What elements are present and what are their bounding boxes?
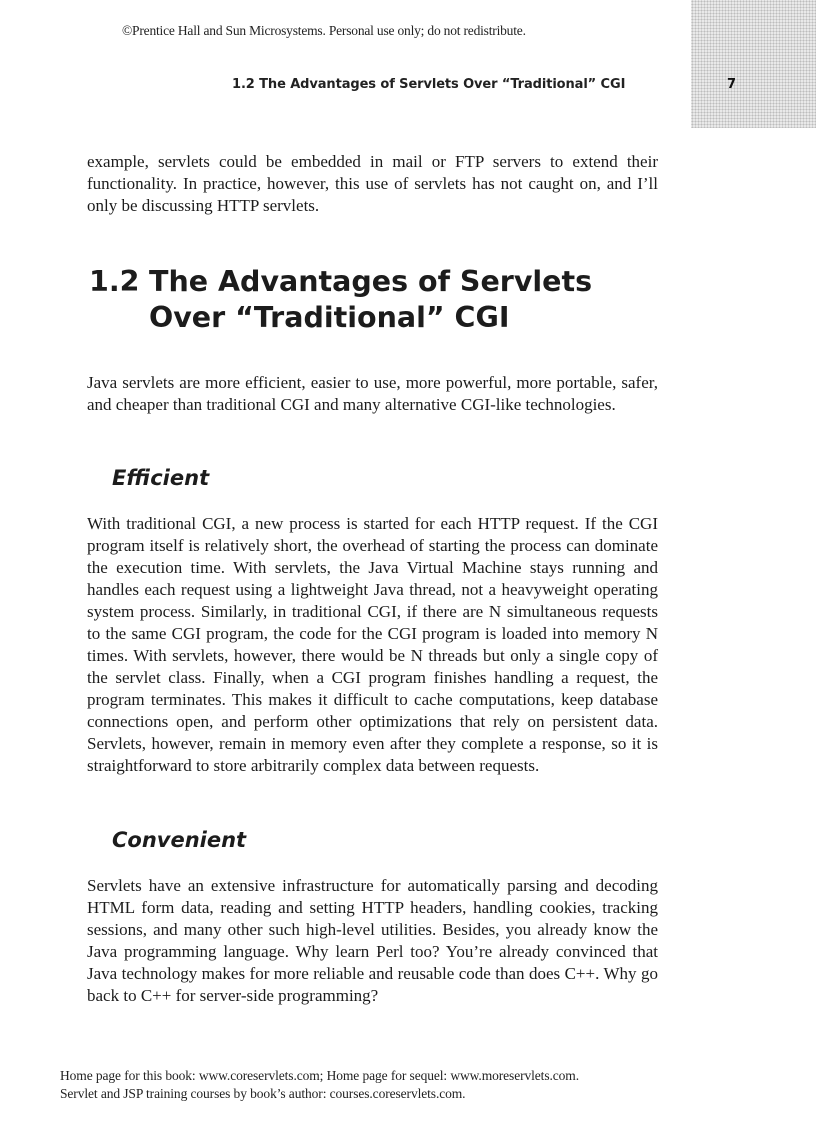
copyright-notice: ©Prentice Hall and Sun Microsystems. Personal use only; do not redistribute.: [122, 23, 526, 38]
convenient-heading: Convenient: [112, 828, 247, 852]
page-number-tab: [691, 0, 816, 128]
footer-line-2: Servlet and JSP training courses by book’s author: courses.coreservlets.com.: [60, 1086, 466, 1101]
efficient-heading: Efficient: [112, 466, 210, 490]
section-title-line1: The Advantages of Servlets: [149, 265, 593, 298]
efficient-paragraph: With traditional CGI, a new process is started for each HTTP request. If the CGI program itself is relatively short, the overhead of starting the process can dominate the execution time. With servlets, the Java Virtual Machine stays running and handles each request using a lightweight Java thread, not a heavyweight operating system process. Similarly, in traditional CGI, if there are N simultaneous requests to the same CGI program, the code for the CGI program is loaded into memory N times. With servlets, however, there would be N threads but only a single copy of the servlet class. Finally, when a CGI program finishes handling a request, the program terminates. This makes it difficult to cache computations, keep database connections open, and perform other optimizations that rely on persistent data. Servlets, however, remain in memory even after they complete a response, so it is straightforward to store arbitrarily complex data between requests.: [87, 514, 658, 775]
footer-line-1: Home page for this book: www.coreservlets.com; Home page for sequel: www.moreservlets.com.: [60, 1068, 579, 1083]
footer: [60, 1067, 579, 1103]
section-number: 1.2: [89, 265, 140, 298]
section-intro-paragraph: Java servlets are more efficient, easier to use, more powerful, more portable, safer, and cheaper than traditional CGI and many alternative CGI-like technologies.: [87, 373, 658, 414]
convenient-paragraph: Servlets have an extensive infrastructure for automatically parsing and decoding HTML form data, reading and setting HTTP headers, handling cookies, tracking sessions, and many other such high-level utilities. Besides, you already know the Java programming language. Why learn Perl too? You’re already convinced that Java technology makes for more reliable and reusable code than does C++. Why go back to C++ for server-side programming?: [87, 876, 658, 1005]
section-title-line2: Over “Traditional” CGI: [149, 301, 510, 334]
running-head: 1.2 The Advantages of Servlets Over “Traditional” CGI: [232, 77, 626, 92]
page-number: 7: [727, 77, 737, 92]
section-heading: [89, 264, 592, 336]
intro-paragraph: example, servlets could be embedded in mail or FTP servers to extend their functionality. In practice, however, this use of servlets has not caught on, and I’ll only be discussing HTTP servlets.: [87, 152, 658, 215]
